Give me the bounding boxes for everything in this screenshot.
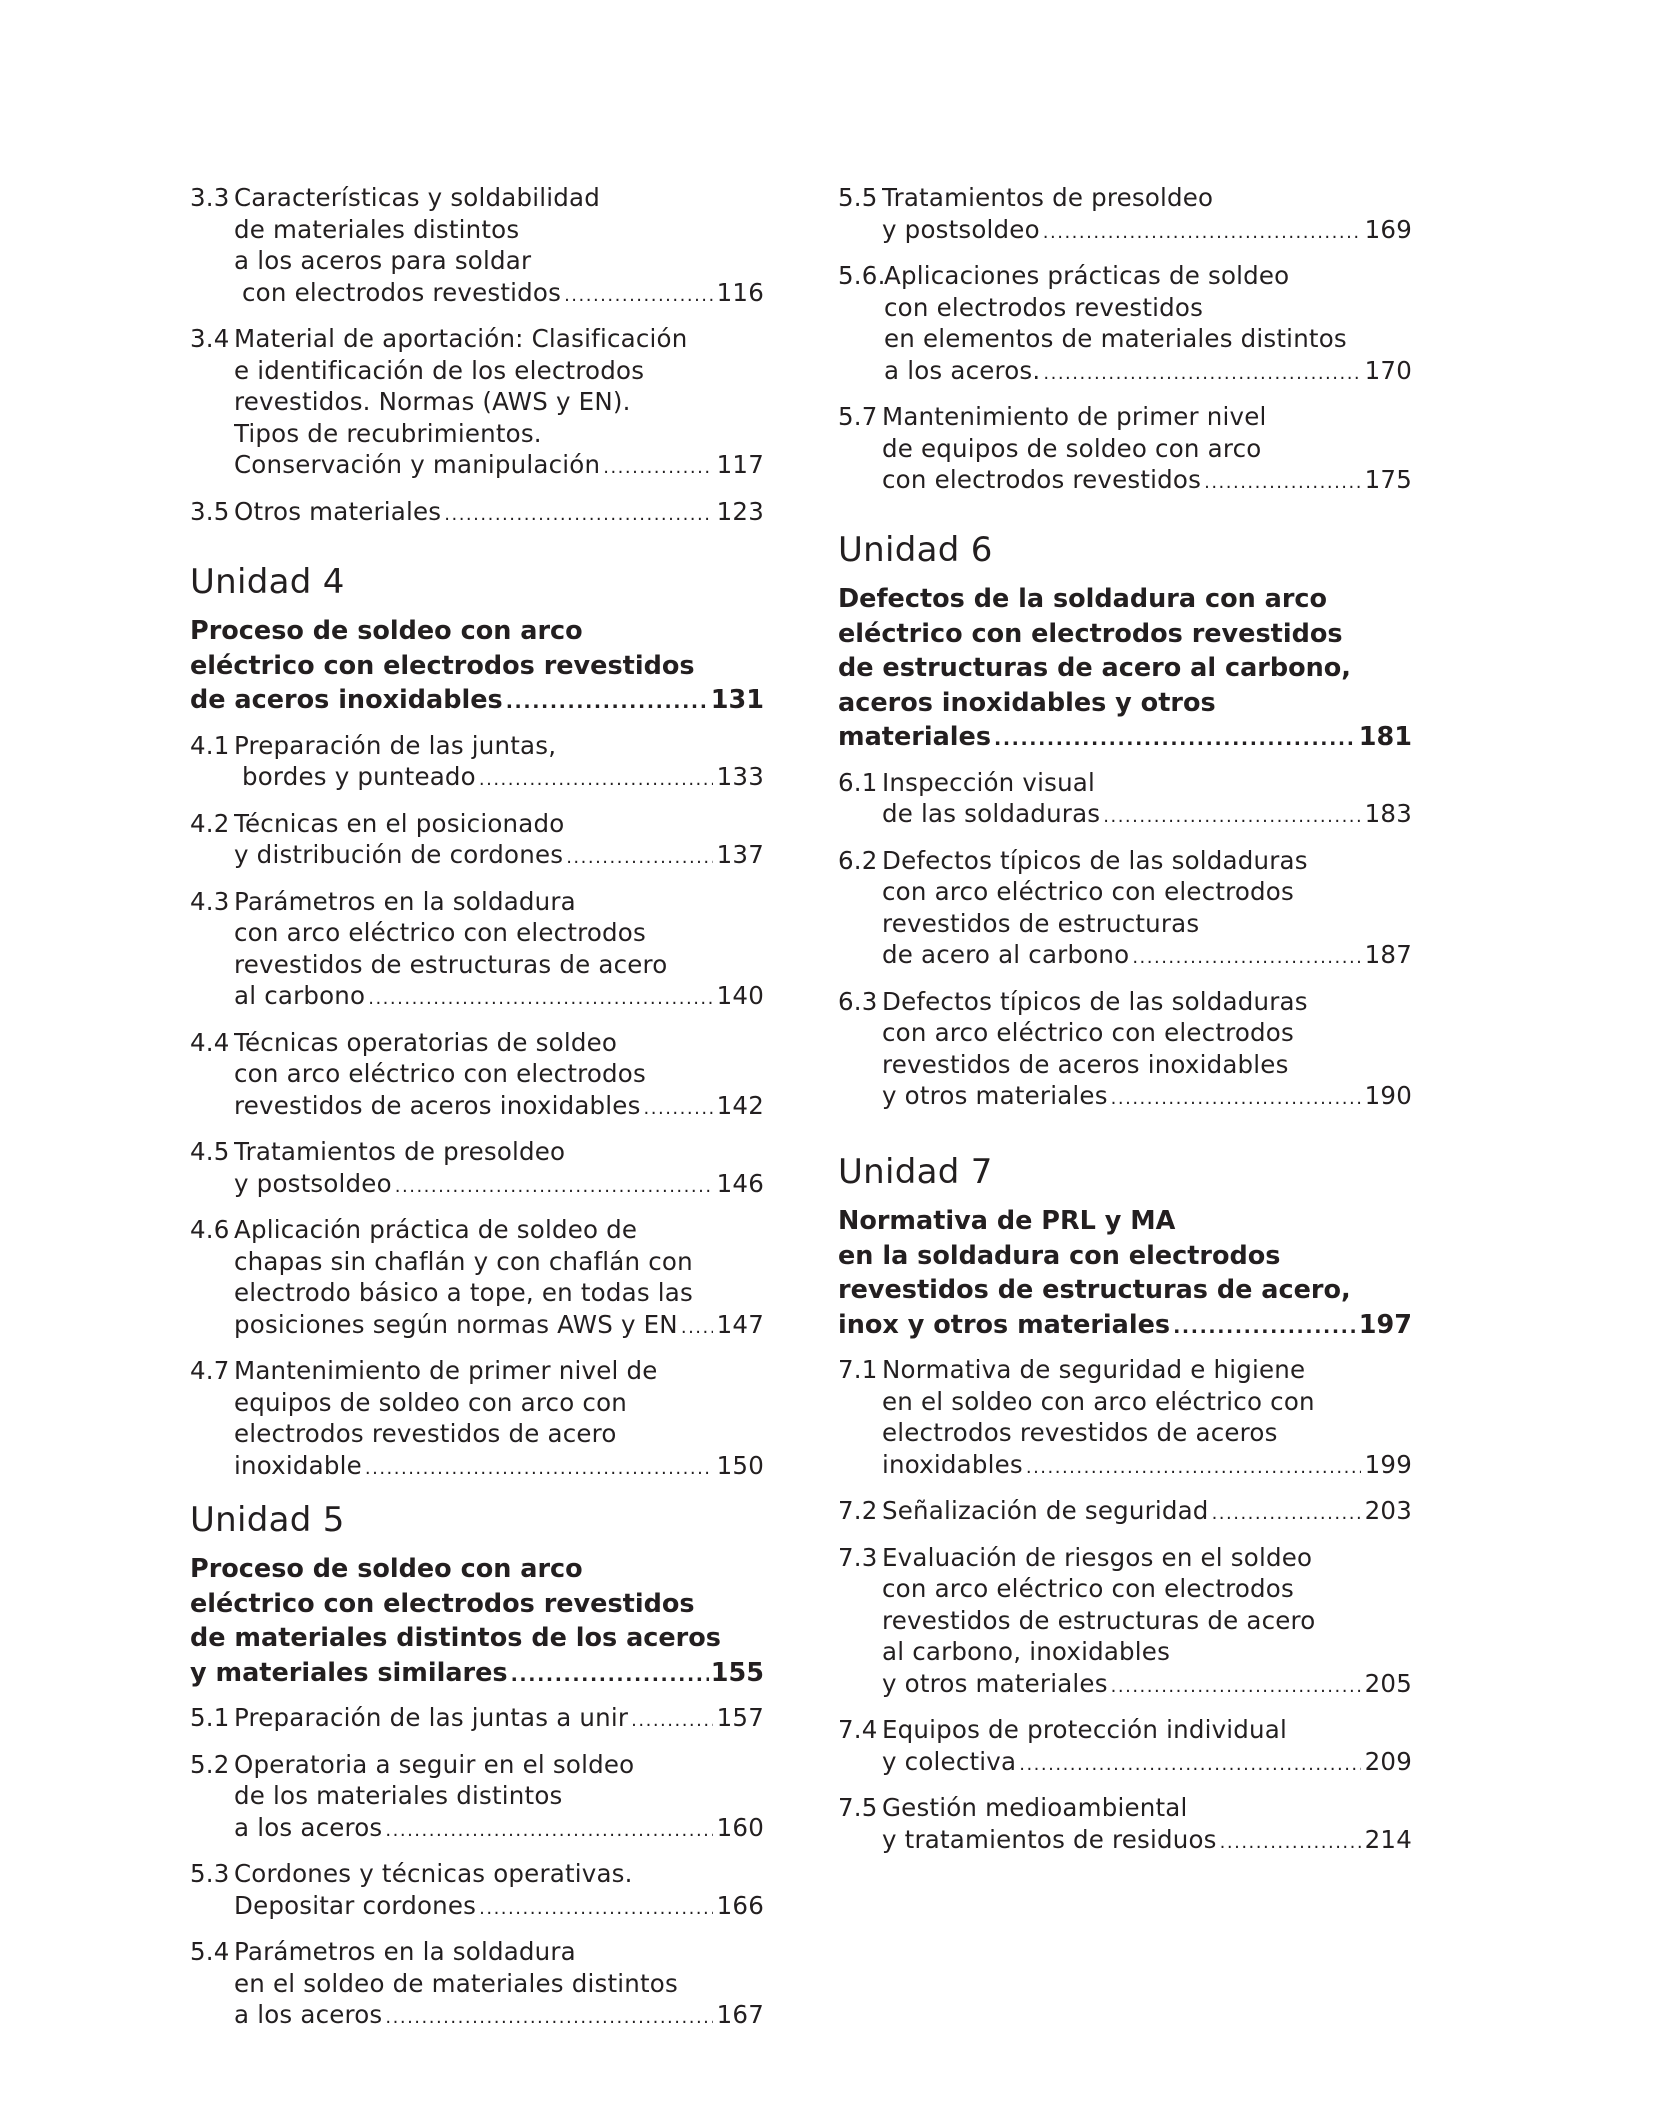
dot-leaders <box>1043 217 1361 249</box>
toc-entry[interactable] <box>190 1936 764 2034</box>
unit-heading: Unidad 5 <box>190 1500 345 1540</box>
entry-number: 7.2 <box>838 1496 878 1525</box>
entry-line: con electrodos revestidos <box>234 277 562 307</box>
entry-last-line <box>234 839 764 874</box>
page-number: 123 <box>716 496 764 526</box>
toc-entries-unit3 <box>190 182 764 542</box>
entry-text <box>234 1027 764 1125</box>
toc-entry[interactable] <box>838 767 1412 833</box>
entry-line: chapas sin chaflán y con chaflán con <box>234 1246 693 1276</box>
entry-line: Aplicaciones prácticas de soldeo <box>884 261 1290 290</box>
entry-text <box>234 730 764 796</box>
entry-last-line <box>234 1702 764 1737</box>
entry-text <box>234 886 764 1015</box>
entry-line: Inspección visual <box>882 767 1096 797</box>
entry-line: al carbono <box>234 981 366 1010</box>
entry-line: Depositar cordones <box>234 1890 477 1920</box>
dot-leaders <box>479 764 713 796</box>
entry-line: e identificación de los electrodos <box>234 355 645 385</box>
dot-leaders <box>385 1815 712 1847</box>
entry-line: Tratamientos de presoldeo <box>234 1137 566 1166</box>
entry-line: y tratamientos de residuos <box>882 1824 1217 1854</box>
dot-leaders <box>1043 358 1360 390</box>
unit-heading: Unidad 6 <box>838 530 993 570</box>
entry-number: 5.2 <box>190 1749 230 1779</box>
toc-entry[interactable] <box>190 496 764 531</box>
unit-title-line: revestidos de estructuras de acero, <box>838 1275 1351 1305</box>
page-number: 190 <box>1364 1081 1412 1110</box>
dot-leaders <box>1103 801 1360 833</box>
toc-entry[interactable] <box>838 260 1412 389</box>
unit-6-section <box>838 530 1412 1127</box>
entry-text <box>234 1702 764 1737</box>
entry-number: 5.7 <box>838 402 878 431</box>
toc-entry[interactable] <box>838 1792 1412 1858</box>
toc-entry[interactable] <box>190 730 764 796</box>
page-number: 181 <box>1358 722 1412 752</box>
unit-title-last-line <box>190 683 764 720</box>
unit-title-line: eléctrico con electrodos revestidos <box>838 618 1343 649</box>
entry-line: Técnicas en el posicionado <box>234 808 565 838</box>
entry-line: al carbono, inoxidables <box>882 1637 1171 1666</box>
entry-line: revestidos de aceros inoxidables <box>882 1049 1289 1079</box>
entry-last-line <box>882 1080 1412 1115</box>
page-number: 146 <box>716 1168 764 1198</box>
entry-last-line <box>234 1812 764 1847</box>
entry-line: posiciones según normas AWS y EN <box>234 1309 678 1339</box>
entry-line: inoxidable <box>234 1450 362 1480</box>
entry-number: 3.5 <box>190 496 230 526</box>
dot-leaders <box>506 685 709 720</box>
entry-text <box>234 323 764 484</box>
page-number: 166 <box>716 1890 764 1920</box>
entry-last-line <box>884 355 1412 390</box>
entry-line: Defectos típicos de las soldaduras <box>882 986 1308 1016</box>
entry-line: con arco eléctrico con electrodos <box>234 1059 646 1088</box>
unit-title[interactable] <box>190 614 764 720</box>
entry-line: con arco eléctrico con electrodos <box>882 1574 1294 1603</box>
toc-entries-unit5-cont <box>838 182 1412 511</box>
toc-entry[interactable] <box>190 323 764 484</box>
toc-entry[interactable] <box>190 1749 764 1847</box>
unit-title-line: y materiales similares <box>190 1657 508 1688</box>
entry-number: 6.2 <box>838 845 878 875</box>
entry-text <box>882 1354 1412 1483</box>
unit-title-line: Defectos de la soldadura con arco <box>838 584 1328 614</box>
toc-entry[interactable] <box>190 886 764 1015</box>
entry-line: y postsoldeo <box>234 1168 392 1198</box>
entry-line: y distribución de cordones <box>234 840 564 869</box>
toc-entry[interactable] <box>190 1027 764 1125</box>
entry-number: 7.5 <box>838 1793 878 1822</box>
unit-title-line: aceros inoxidables y otros <box>838 687 1216 718</box>
unit-5-section <box>190 1500 764 2046</box>
dot-leaders <box>644 1093 713 1125</box>
dot-leaders <box>681 1312 713 1344</box>
entry-last-line <box>882 464 1412 499</box>
entry-text <box>234 1136 764 1202</box>
entry-line: Técnicas operatorias de soldeo <box>234 1027 618 1057</box>
entry-number: 7.4 <box>838 1715 878 1744</box>
page-number: 116 <box>716 277 764 307</box>
page-number: 137 <box>716 840 764 869</box>
unit-title-line: Proceso de soldeo con arco <box>190 616 583 646</box>
entry-number: 5.3 <box>190 1859 230 1888</box>
entry-text <box>234 1355 764 1484</box>
entry-line: de acero al carbono <box>882 940 1130 969</box>
entry-last-line <box>234 449 764 484</box>
page-number: 197 <box>1358 1309 1412 1340</box>
entry-line: en elementos de materiales distintos <box>884 324 1347 353</box>
entry-line: con electrodos revestidos <box>884 292 1204 322</box>
entry-number: 5.6. <box>838 261 886 290</box>
entry-line: y otros materiales <box>882 1668 1108 1698</box>
toc-entry[interactable] <box>190 1355 764 1484</box>
entry-line: de equipos de soldeo con arco <box>882 433 1262 463</box>
entry-line: revestidos de estructuras de acero <box>234 949 668 979</box>
dot-leaders <box>1111 1671 1361 1703</box>
entry-line: Parámetros en la soldadura <box>234 886 576 916</box>
entry-last-line <box>234 496 764 531</box>
dot-leaders <box>1111 1083 1361 1115</box>
entry-last-line <box>882 939 1412 974</box>
dot-leaders <box>444 499 712 531</box>
dot-leaders <box>1026 1452 1361 1484</box>
entry-number: 4.2 <box>190 808 230 838</box>
page-number: 147 <box>716 1309 764 1339</box>
toc-entry[interactable] <box>190 182 764 311</box>
entry-last-line <box>234 1168 764 1203</box>
entry-line: a los aceros para soldar <box>234 246 532 275</box>
unit-7-section <box>838 1152 1412 1870</box>
entry-text <box>882 1792 1412 1858</box>
page-number: 170 <box>1364 355 1412 385</box>
dot-leaders <box>631 1705 712 1737</box>
toc-entry[interactable] <box>838 986 1412 1115</box>
page-number: 131 <box>710 685 764 715</box>
entry-number: 5.4 <box>190 1937 230 1966</box>
entry-text <box>882 1714 1412 1780</box>
page-number: 157 <box>716 1703 764 1732</box>
page-number: 203 <box>1364 1496 1412 1525</box>
entry-line: Conservación y manipulación <box>234 450 601 479</box>
entry-number: 4.6 <box>190 1215 230 1244</box>
entry-line: de materiales distintos <box>234 214 520 244</box>
entry-text <box>882 767 1412 833</box>
unit-title-line: inox y otros materiales <box>838 1309 1171 1340</box>
entry-text <box>234 496 764 531</box>
entry-line: Material de aportación: Clasificación <box>234 324 688 353</box>
entry-text <box>234 1858 764 1924</box>
entry-text <box>882 986 1412 1115</box>
dot-leaders <box>395 1171 713 1203</box>
entry-text <box>234 1749 764 1847</box>
entry-line: con arco eléctrico con electrodos <box>882 1018 1294 1047</box>
entry-text <box>234 1214 764 1343</box>
toc-entries-unit7 <box>838 1354 1412 1858</box>
entry-last-line <box>882 1495 1412 1530</box>
entry-line: Operatoria a seguir en el soldeo <box>234 1749 635 1779</box>
toc-entry[interactable] <box>838 1714 1412 1780</box>
entry-line: a los aceros <box>234 2000 383 2029</box>
entry-line: electrodo básico a tope, en todas las <box>234 1278 693 1307</box>
entry-line: Equipos de protección individual <box>882 1715 1287 1744</box>
entry-last-line <box>234 1090 764 1125</box>
entry-number: 7.1 <box>838 1355 878 1384</box>
entry-line: electrodos revestidos de acero <box>234 1419 617 1448</box>
unit-title-last-line <box>838 720 1412 757</box>
entry-line: inoxidables <box>882 1449 1023 1479</box>
entry-text <box>234 182 764 311</box>
entry-last-line <box>234 1890 764 1925</box>
entry-line: bordes y punteado <box>234 762 476 791</box>
entry-line: Señalización de seguridad <box>882 1496 1209 1525</box>
toc-entry[interactable] <box>838 401 1412 499</box>
dot-leaders <box>1132 942 1360 974</box>
entry-line: Defectos típicos de las soldaduras <box>882 845 1308 875</box>
entry-text <box>882 401 1412 499</box>
entry-line: revestidos de estructuras <box>882 908 1200 938</box>
entry-text <box>882 1542 1412 1703</box>
entry-line: Tipos de recubrimientos. <box>234 418 542 448</box>
entry-line: revestidos de estructuras de acero <box>882 1605 1316 1635</box>
entry-line: con arco eléctrico con electrodos <box>234 918 646 947</box>
entry-line: revestidos de aceros inoxidables <box>234 1090 641 1120</box>
toc-entry[interactable] <box>190 1136 764 1202</box>
unit-title-line: materiales <box>838 722 991 752</box>
entry-line: Parámetros en la soldadura <box>234 1937 576 1966</box>
unit-heading: Unidad 7 <box>838 1152 993 1192</box>
entry-line: Mantenimiento de primer nivel <box>882 402 1267 431</box>
dot-leaders <box>385 2002 712 2034</box>
entry-line: equipos de soldeo con arco con <box>234 1387 627 1417</box>
toc-entry[interactable] <box>838 1495 1412 1530</box>
toc-entries-unit4 <box>190 730 764 1485</box>
entry-line: Preparación de las juntas, <box>234 730 557 760</box>
entry-line: y postsoldeo <box>882 214 1040 244</box>
entry-line: con electrodos revestidos <box>882 465 1202 494</box>
unit-title-line: eléctrico con electrodos revestidos <box>190 650 695 681</box>
page-number: 199 <box>1364 1449 1412 1479</box>
entry-last-line <box>234 277 764 312</box>
unit-title-last-line <box>190 1656 764 1693</box>
entry-line: Otros materiales <box>234 496 442 526</box>
entry-number: 4.7 <box>190 1356 230 1385</box>
page-number: 160 <box>716 1812 764 1842</box>
entry-line: y colectiva <box>882 1746 1017 1776</box>
entry-last-line <box>882 214 1412 249</box>
entry-text <box>884 260 1412 389</box>
entry-number: 4.3 <box>190 886 230 916</box>
toc-entries-unit6 <box>838 767 1412 1115</box>
entry-line: y otros materiales <box>882 1081 1108 1110</box>
dot-leaders <box>1204 467 1361 499</box>
page-number: 142 <box>716 1090 764 1120</box>
entry-number: 3.4 <box>190 324 230 353</box>
entry-last-line <box>882 1746 1412 1781</box>
entry-line: Características y soldabilidad <box>234 183 600 212</box>
entry-last-line <box>234 1999 764 2034</box>
entry-line: Tratamientos de presoldeo <box>882 183 1214 212</box>
entry-last-line <box>234 761 764 796</box>
entry-number: 3.3 <box>190 183 230 212</box>
entry-number: 6.1 <box>838 767 878 797</box>
dot-leaders <box>1019 1749 1360 1781</box>
entry-text <box>234 808 764 874</box>
page-number: 205 <box>1364 1668 1412 1698</box>
unit-title-line: en la soldadura con electrodos <box>838 1240 1281 1271</box>
toc-entry[interactable] <box>838 845 1412 974</box>
entry-text <box>882 845 1412 974</box>
entry-line: en el soldeo con arco eléctrico con <box>882 1386 1315 1416</box>
entry-line: Aplicación práctica de soldeo de <box>234 1215 638 1244</box>
dot-leaders <box>511 1658 709 1693</box>
unit-title[interactable] <box>838 1204 1412 1344</box>
dot-leaders <box>1212 1498 1361 1530</box>
entry-line: a los aceros. <box>884 355 1041 385</box>
unit-heading: Unidad 4 <box>190 562 345 602</box>
entry-number: 4.4 <box>190 1027 230 1057</box>
dot-leaders <box>564 280 713 312</box>
entry-number: 7.3 <box>838 1542 878 1572</box>
entry-line: Normativa de seguridad e higiene <box>882 1355 1306 1384</box>
page-number: 155 <box>710 1657 764 1688</box>
unit-title-line: Normativa de PRL y MA <box>838 1206 1176 1236</box>
entry-line: Mantenimiento de primer nivel de <box>234 1356 658 1385</box>
entry-line: en el soldeo de materiales distintos <box>234 1968 678 1998</box>
toc-entries-unit5 <box>190 1702 764 2034</box>
entry-last-line <box>882 1668 1412 1703</box>
entry-line: Cordones y técnicas operativas. <box>234 1859 633 1888</box>
unit-title-line: eléctrico con electrodos revestidos <box>190 1588 695 1619</box>
entry-number: 5.5 <box>838 183 878 212</box>
unit-title-line: de estructuras de acero al carbono, <box>838 653 1351 683</box>
entry-number: 4.1 <box>190 730 230 760</box>
entry-line: de las soldaduras <box>882 799 1101 828</box>
entry-text <box>882 182 1412 248</box>
entry-last-line <box>234 1450 764 1485</box>
dot-leaders <box>994 722 1357 757</box>
page-number: 175 <box>1364 465 1412 494</box>
entry-last-line <box>882 1449 1412 1484</box>
unit-title[interactable] <box>190 1552 764 1692</box>
entry-line: Preparación de las juntas a unir <box>234 1703 629 1732</box>
page-number: 169 <box>1364 214 1412 244</box>
page-number: 209 <box>1364 1746 1412 1776</box>
page-number: 167 <box>716 2000 764 2029</box>
dot-leaders <box>1173 1310 1357 1345</box>
toc-entry[interactable] <box>190 1858 764 1924</box>
entry-last-line <box>234 1309 764 1344</box>
entry-last-line <box>234 980 764 1015</box>
toc-entry[interactable] <box>190 1702 764 1737</box>
dot-leaders <box>566 842 712 874</box>
dot-leaders <box>368 983 712 1015</box>
entry-line: Evaluación de riesgos en el soldeo <box>882 1542 1313 1572</box>
entry-line: con arco eléctrico con electrodos <box>882 877 1294 906</box>
entry-line: Gestión medioambiental <box>882 1793 1188 1822</box>
page-number: 150 <box>716 1450 764 1480</box>
page-number: 117 <box>716 450 764 479</box>
toc-entry[interactable] <box>190 1214 764 1343</box>
entry-line: de los materiales distintos <box>234 1781 563 1810</box>
dot-leaders <box>1220 1827 1361 1859</box>
dot-leaders <box>365 1453 713 1485</box>
unit-title-line: de materiales distintos de los aceros <box>190 1623 721 1653</box>
dot-leaders <box>603 452 712 484</box>
unit-title-line: de aceros inoxidables <box>190 685 503 715</box>
entry-line: a los aceros <box>234 1812 383 1842</box>
toc-entry[interactable] <box>838 1542 1412 1703</box>
entry-number: 6.3 <box>838 986 878 1016</box>
page-number: 187 <box>1364 940 1412 969</box>
entry-text <box>882 1495 1412 1530</box>
unit-title[interactable] <box>838 582 1412 757</box>
page-number: 214 <box>1364 1824 1412 1854</box>
unit-title-line: Proceso de soldeo con arco <box>190 1554 583 1584</box>
entry-line: electrodos revestidos de aceros <box>882 1418 1278 1447</box>
toc-entry[interactable] <box>190 808 764 874</box>
unit-title-last-line <box>838 1308 1412 1345</box>
page-number: 133 <box>716 762 764 791</box>
dot-leaders <box>479 1893 712 1925</box>
toc-entry[interactable] <box>838 1354 1412 1483</box>
entry-text <box>234 1936 764 2034</box>
entry-number: 5.1 <box>190 1703 230 1732</box>
entry-number: 4.5 <box>190 1137 230 1166</box>
entry-line: revestidos. Normas (AWS y EN). <box>234 387 631 416</box>
unit-4-section <box>190 562 764 1496</box>
entry-last-line <box>882 1824 1412 1859</box>
page-number: 140 <box>716 981 764 1010</box>
page-number: 183 <box>1364 799 1412 828</box>
toc-entry[interactable] <box>838 182 1412 248</box>
entry-last-line <box>882 798 1412 833</box>
